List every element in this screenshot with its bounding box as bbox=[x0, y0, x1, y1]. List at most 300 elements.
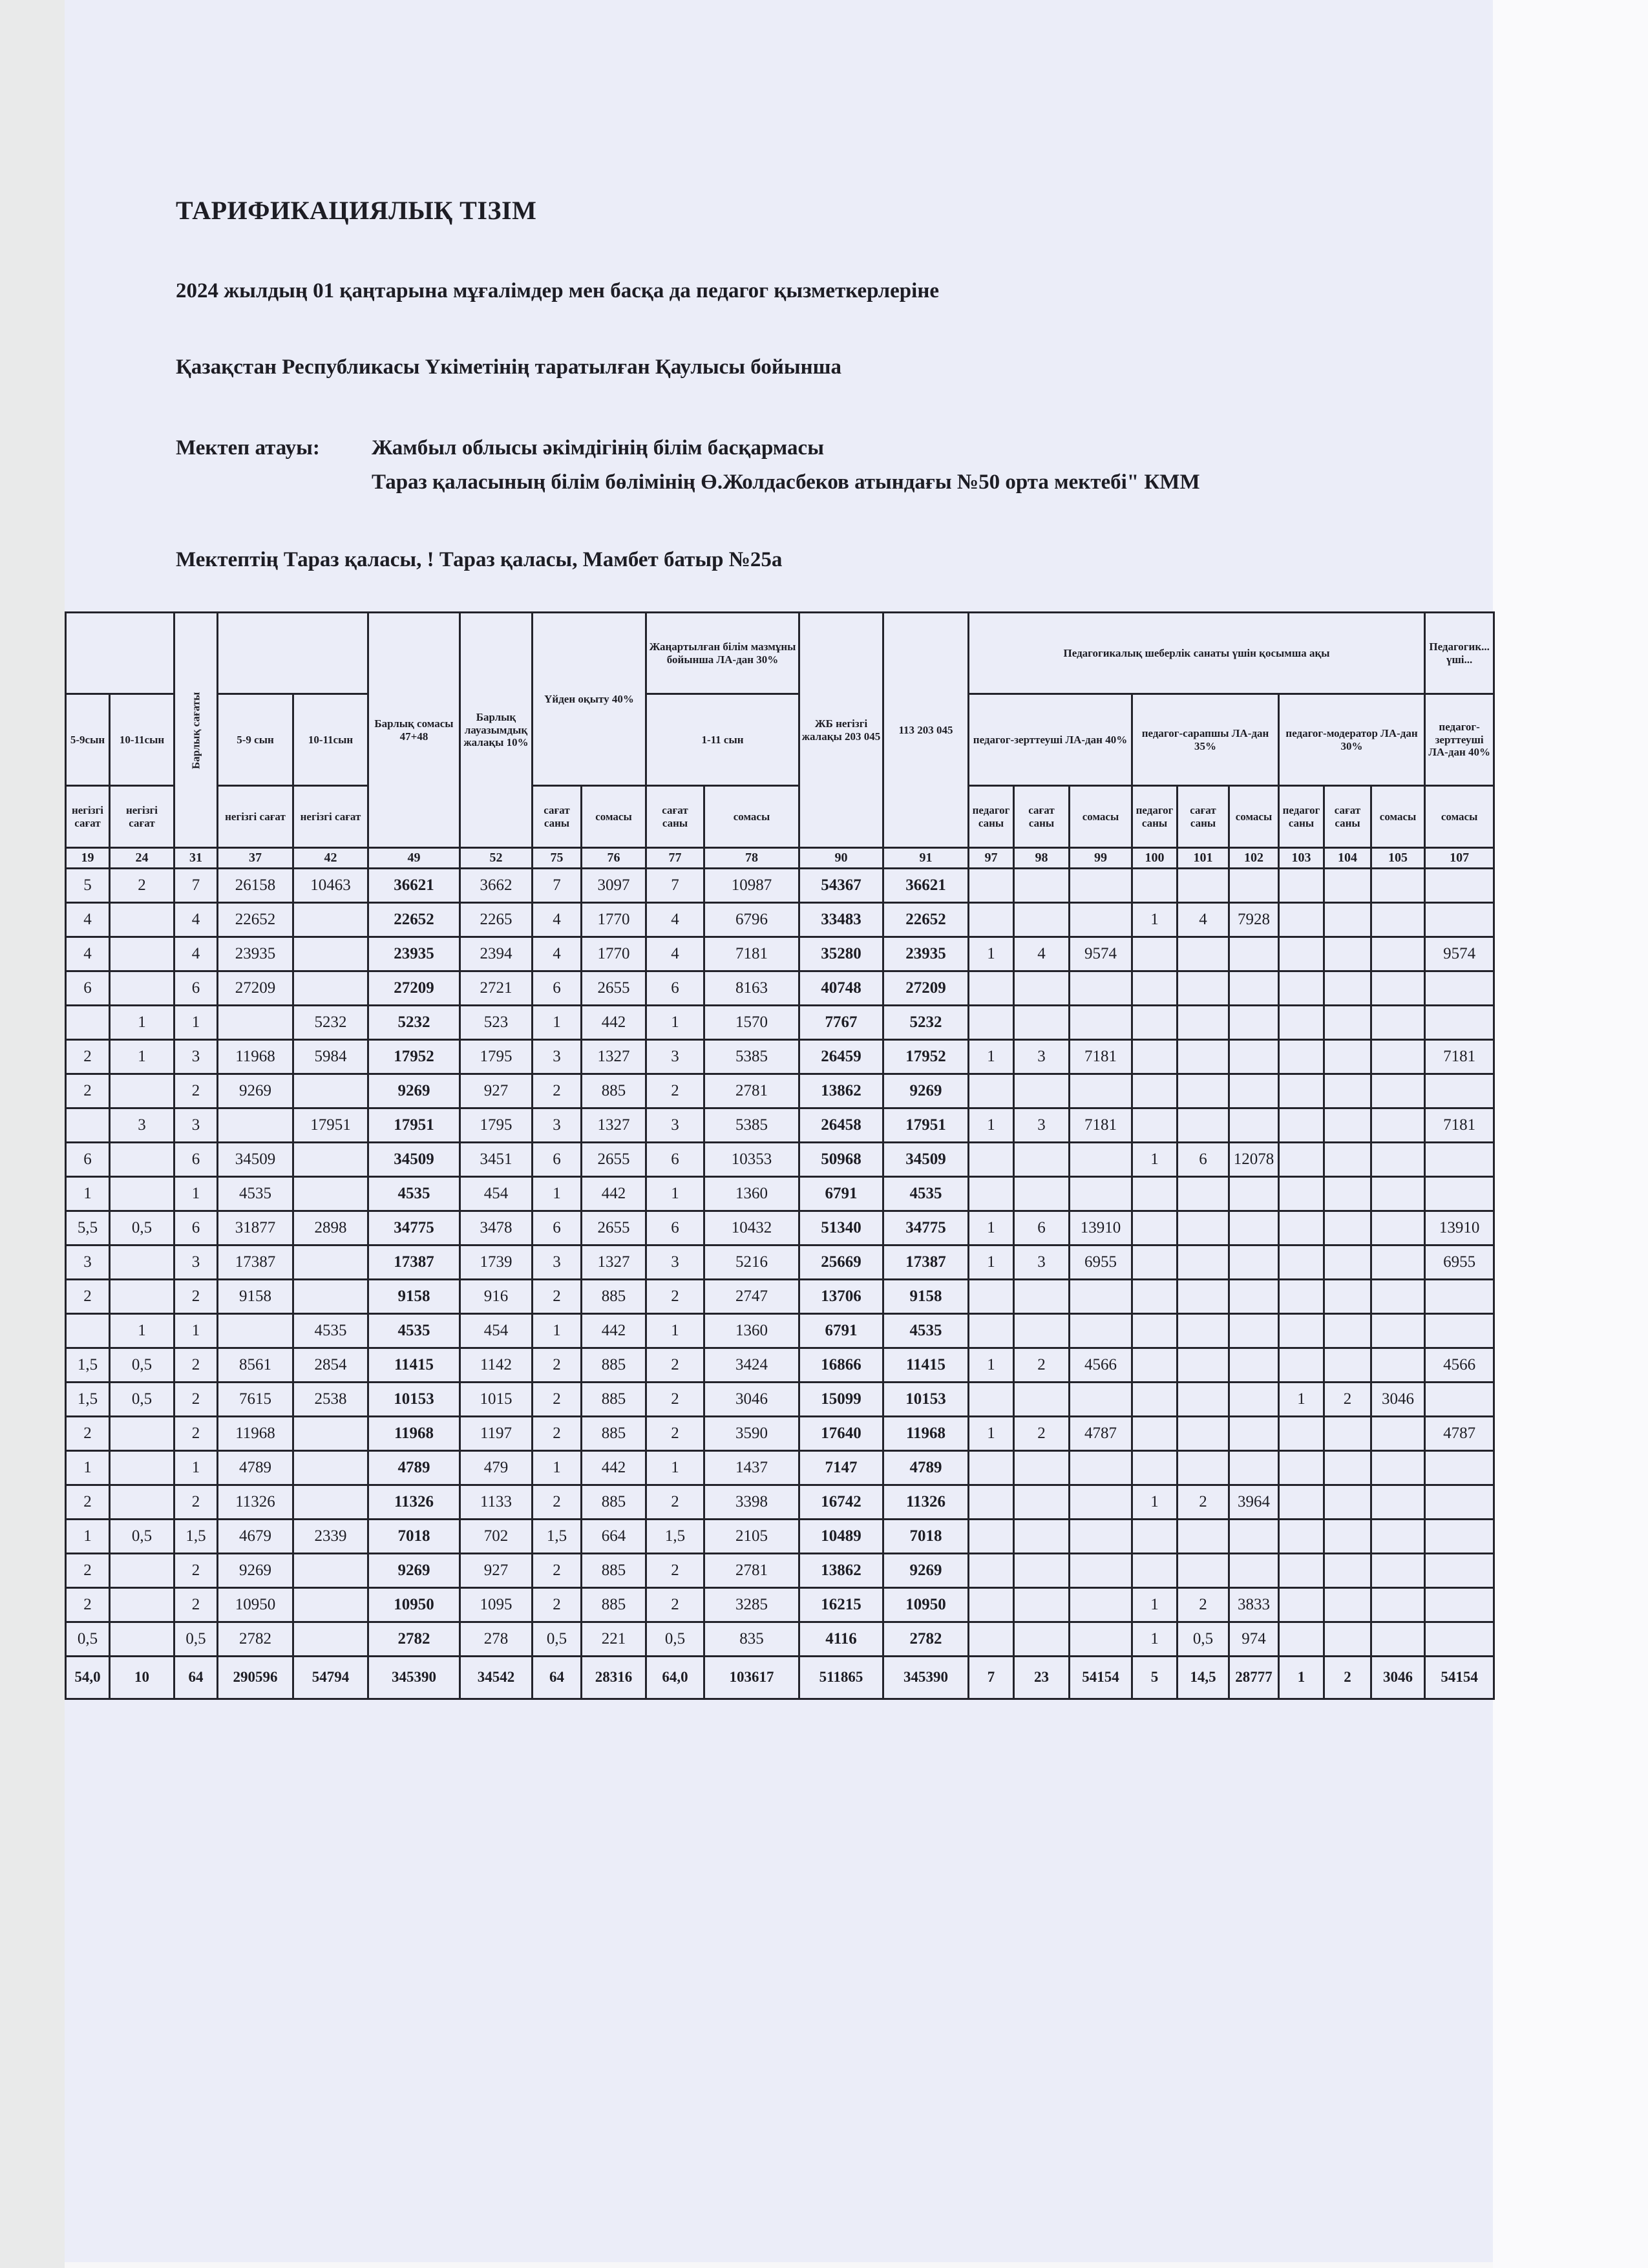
table-row bbox=[66, 1520, 1494, 1554]
table-cell bbox=[1324, 869, 1371, 903]
table-cell bbox=[1324, 1211, 1371, 1245]
total-cell: 5 bbox=[1132, 1657, 1178, 1699]
table-cell bbox=[218, 1108, 293, 1143]
table-cell bbox=[1178, 1177, 1229, 1211]
total-cell: 64 bbox=[174, 1657, 218, 1699]
table-cell bbox=[1229, 1383, 1279, 1417]
table-cell bbox=[1132, 1074, 1178, 1108]
column-number: 101 bbox=[1178, 848, 1229, 869]
table-cell bbox=[969, 1622, 1014, 1657]
header-total-sum: Барлық сомасы 47+48 bbox=[368, 613, 460, 848]
table-cell: 1133 bbox=[460, 1485, 533, 1520]
table-cell bbox=[110, 1485, 174, 1520]
table-cell bbox=[1324, 903, 1371, 937]
table-cell bbox=[969, 971, 1014, 1006]
header-sum: сомасы bbox=[704, 786, 799, 848]
table-cell bbox=[1279, 1108, 1324, 1143]
table-cell bbox=[1178, 1348, 1229, 1383]
table-cell: 7 bbox=[646, 869, 704, 903]
table-cell bbox=[1070, 1485, 1132, 1520]
table-cell: 2105 bbox=[704, 1520, 799, 1554]
table-cell bbox=[1425, 1520, 1494, 1554]
table-cell: 5 bbox=[66, 869, 110, 903]
header-researcher: педагог-зерттеуші ЛА-дан 40% bbox=[969, 694, 1132, 786]
table-cell: 4789 bbox=[218, 1451, 293, 1485]
table-cell: 11326 bbox=[218, 1485, 293, 1520]
table-cell bbox=[1132, 1040, 1178, 1074]
table-cell: 442 bbox=[582, 1006, 646, 1040]
table-cell: 1 bbox=[969, 1040, 1014, 1074]
header-researcher2: педагог-зерттеуші ЛА-дан 40% bbox=[1425, 694, 1494, 786]
document-title: ТАРИФИКАЦИЯЛЫҚ ТІЗІМ bbox=[176, 196, 537, 225]
header-ped-count: педагог саны bbox=[969, 786, 1014, 848]
table-cell bbox=[1425, 1554, 1494, 1588]
table-row bbox=[66, 1417, 1494, 1451]
table-cell bbox=[1371, 869, 1425, 903]
column-number: 102 bbox=[1229, 848, 1279, 869]
table-cell: 4566 bbox=[1425, 1348, 1494, 1383]
header-hours-count: сағат саны bbox=[1014, 786, 1070, 848]
table-cell: 5385 bbox=[704, 1040, 799, 1074]
table-cell: 31877 bbox=[218, 1211, 293, 1245]
table-cell bbox=[110, 1588, 174, 1622]
table-cell: 6 bbox=[533, 971, 582, 1006]
table-cell: 16742 bbox=[799, 1485, 883, 1520]
table-cell bbox=[1425, 1074, 1494, 1108]
table-cell: 10353 bbox=[704, 1143, 799, 1177]
table-row bbox=[66, 1177, 1494, 1211]
table-cell: 2 bbox=[646, 1280, 704, 1314]
table-cell: 1 bbox=[66, 1177, 110, 1211]
table-cell bbox=[1229, 1245, 1279, 1280]
table-cell bbox=[1070, 1074, 1132, 1108]
table-cell bbox=[1279, 1348, 1324, 1383]
table-cell bbox=[1425, 869, 1494, 903]
header-hours-count: сағат саны bbox=[646, 786, 704, 848]
table-cell: 4 bbox=[533, 937, 582, 971]
table-cell bbox=[1279, 1588, 1324, 1622]
table-cell bbox=[1014, 1451, 1070, 1485]
table-cell bbox=[1178, 1417, 1229, 1451]
table-cell bbox=[1279, 1417, 1324, 1451]
table-cell: 1 bbox=[969, 1348, 1014, 1383]
table-cell: 442 bbox=[582, 1177, 646, 1211]
table-cell bbox=[1324, 1177, 1371, 1211]
table-cell bbox=[1132, 1554, 1178, 1588]
table-cell: 1,5 bbox=[533, 1520, 582, 1554]
table-cell: 885 bbox=[582, 1554, 646, 1588]
table-cell bbox=[1425, 1177, 1494, 1211]
scan-right-background bbox=[1493, 0, 1648, 2268]
table-cell bbox=[1132, 1280, 1178, 1314]
table-cell: 34775 bbox=[883, 1211, 969, 1245]
table-cell: 6 bbox=[533, 1211, 582, 1245]
table-cell: 1 bbox=[533, 1006, 582, 1040]
table-cell: 10950 bbox=[368, 1588, 460, 1622]
total-cell: 34542 bbox=[460, 1657, 533, 1699]
table-cell: 17387 bbox=[368, 1245, 460, 1280]
table-cell bbox=[1425, 1383, 1494, 1417]
table-cell bbox=[1178, 1280, 1229, 1314]
table-cell: 2 bbox=[646, 1554, 704, 1588]
table-cell: 2721 bbox=[460, 971, 533, 1006]
table-cell: 16215 bbox=[799, 1588, 883, 1622]
table-cell: 9269 bbox=[218, 1074, 293, 1108]
table-row bbox=[66, 1040, 1494, 1074]
column-number-row bbox=[66, 848, 1494, 869]
table-cell bbox=[1132, 1245, 1178, 1280]
table-cell bbox=[293, 1177, 368, 1211]
table-cell: 9269 bbox=[883, 1554, 969, 1588]
table-cell: 6 bbox=[1014, 1211, 1070, 1245]
table-cell: 916 bbox=[460, 1280, 533, 1314]
table-cell bbox=[1229, 1280, 1279, 1314]
table-cell bbox=[1279, 1177, 1324, 1211]
header-sum: сомасы bbox=[1229, 786, 1279, 848]
table-cell: 4 bbox=[174, 937, 218, 971]
table-cell: 6 bbox=[66, 1143, 110, 1177]
column-number: 77 bbox=[646, 848, 704, 869]
table-cell bbox=[1070, 903, 1132, 937]
table-cell: 9574 bbox=[1070, 937, 1132, 971]
table-cell bbox=[293, 1417, 368, 1451]
column-number: 19 bbox=[66, 848, 110, 869]
table-cell bbox=[1324, 1074, 1371, 1108]
table-cell: 3 bbox=[66, 1245, 110, 1280]
table-cell: 1 bbox=[66, 1520, 110, 1554]
table-cell: 17951 bbox=[368, 1108, 460, 1143]
table-row bbox=[66, 1108, 1494, 1143]
table-cell: 11326 bbox=[368, 1485, 460, 1520]
table-cell: 885 bbox=[582, 1588, 646, 1622]
table-cell: 4 bbox=[533, 903, 582, 937]
table-cell bbox=[1132, 1417, 1178, 1451]
table-cell: 1 bbox=[1279, 1383, 1324, 1417]
table-cell bbox=[218, 1006, 293, 1040]
table-cell: 1,5 bbox=[66, 1383, 110, 1417]
table-cell: 4535 bbox=[218, 1177, 293, 1211]
table-cell: 34509 bbox=[218, 1143, 293, 1177]
table-cell: 4535 bbox=[368, 1314, 460, 1348]
table-cell: 9158 bbox=[883, 1280, 969, 1314]
table-cell: 2655 bbox=[582, 1143, 646, 1177]
table-cell bbox=[1132, 869, 1178, 903]
table-cell bbox=[110, 937, 174, 971]
table-cell bbox=[1132, 1108, 1178, 1143]
column-number: 76 bbox=[582, 848, 646, 869]
table-cell: 3833 bbox=[1229, 1588, 1279, 1622]
table-cell: 6 bbox=[646, 1211, 704, 1245]
table-cell bbox=[293, 1245, 368, 1280]
table-cell: 3478 bbox=[460, 1211, 533, 1245]
table-cell: 3 bbox=[174, 1040, 218, 1074]
table-cell: 1142 bbox=[460, 1348, 533, 1383]
table-cell: 3 bbox=[646, 1040, 704, 1074]
total-cell: 28777 bbox=[1229, 1657, 1279, 1699]
table-cell: 442 bbox=[582, 1451, 646, 1485]
table-cell bbox=[1371, 1040, 1425, 1074]
table-cell bbox=[1279, 1040, 1324, 1074]
table-cell bbox=[1371, 903, 1425, 937]
table-cell bbox=[1371, 1520, 1425, 1554]
table-cell: 40748 bbox=[799, 971, 883, 1006]
total-cell: 54,0 bbox=[66, 1657, 110, 1699]
table-cell: 2781 bbox=[704, 1554, 799, 1588]
table-cell: 3 bbox=[1014, 1108, 1070, 1143]
table-cell bbox=[293, 937, 368, 971]
header-sum: сомасы bbox=[1070, 786, 1132, 848]
header-base-salary: ЖБ негізгі жалақы 203 045 bbox=[799, 613, 883, 848]
table-cell: 0,5 bbox=[110, 1348, 174, 1383]
table-cell: 7181 bbox=[1070, 1108, 1132, 1143]
table-cell: 4 bbox=[646, 903, 704, 937]
table-cell: 7928 bbox=[1229, 903, 1279, 937]
column-number: 91 bbox=[883, 848, 969, 869]
table-cell bbox=[1070, 1314, 1132, 1348]
table-cell bbox=[1178, 1006, 1229, 1040]
table-cell: 2394 bbox=[460, 937, 533, 971]
table-cell bbox=[1371, 937, 1425, 971]
table-cell: 3 bbox=[1014, 1040, 1070, 1074]
table-cell: 13910 bbox=[1425, 1211, 1494, 1245]
table-cell bbox=[1070, 1520, 1132, 1554]
table-cell: 6791 bbox=[799, 1177, 883, 1211]
table-cell: 523 bbox=[460, 1006, 533, 1040]
table-cell: 23935 bbox=[368, 937, 460, 971]
table-cell bbox=[1425, 903, 1494, 937]
table-cell: 2 bbox=[646, 1348, 704, 1383]
table-cell: 927 bbox=[460, 1554, 533, 1588]
table-cell: 1 bbox=[174, 1314, 218, 1348]
header-hours-count: сағат саны bbox=[1178, 786, 1229, 848]
total-cell: 290596 bbox=[218, 1657, 293, 1699]
table-cell: 22652 bbox=[218, 903, 293, 937]
table-cell: 702 bbox=[460, 1520, 533, 1554]
table-cell bbox=[1178, 1108, 1229, 1143]
table-cell bbox=[1279, 1314, 1324, 1348]
table-cell: 11968 bbox=[218, 1040, 293, 1074]
table-cell: 1770 bbox=[582, 937, 646, 971]
table-cell: 26158 bbox=[218, 869, 293, 903]
table-cell: 1 bbox=[969, 937, 1014, 971]
table-cell: 26459 bbox=[799, 1040, 883, 1074]
table-cell: 4789 bbox=[368, 1451, 460, 1485]
table-cell: 4 bbox=[1178, 903, 1229, 937]
table-cell: 1795 bbox=[460, 1108, 533, 1143]
table-cell: 2 bbox=[1324, 1383, 1371, 1417]
table-cell: 2 bbox=[646, 1417, 704, 1451]
table-cell: 1 bbox=[646, 1451, 704, 1485]
table-cell: 1360 bbox=[704, 1314, 799, 1348]
table-row bbox=[66, 1383, 1494, 1417]
table-cell: 221 bbox=[582, 1622, 646, 1657]
table-cell: 0,5 bbox=[646, 1622, 704, 1657]
table-cell: 6 bbox=[1178, 1143, 1229, 1177]
column-number: 78 bbox=[704, 848, 799, 869]
table-cell: 2781 bbox=[704, 1074, 799, 1108]
table-cell: 1 bbox=[110, 1314, 174, 1348]
table-cell: 2265 bbox=[460, 903, 533, 937]
table-cell bbox=[1229, 1040, 1279, 1074]
header-col-113: 113 203 045 bbox=[883, 613, 969, 848]
table-cell bbox=[1178, 1554, 1229, 1588]
table-cell bbox=[1279, 869, 1324, 903]
table-cell: 4535 bbox=[368, 1177, 460, 1211]
header-ped-cut: Педагогик... үші... bbox=[1425, 613, 1494, 694]
table-cell: 36621 bbox=[883, 869, 969, 903]
table-cell bbox=[1371, 1314, 1425, 1348]
table-cell: 2854 bbox=[293, 1348, 368, 1383]
table-row bbox=[66, 1006, 1494, 1040]
table-cell bbox=[1425, 971, 1494, 1006]
header-grp2-10-11: 10-11сын bbox=[293, 694, 368, 786]
table-cell bbox=[1371, 1485, 1425, 1520]
table-cell: 2 bbox=[66, 1588, 110, 1622]
column-number: 42 bbox=[293, 848, 368, 869]
table-cell bbox=[1014, 869, 1070, 903]
table-cell bbox=[1132, 1006, 1178, 1040]
table-cell: 1,5 bbox=[66, 1348, 110, 1383]
table-cell: 6 bbox=[646, 971, 704, 1006]
table-cell: 1739 bbox=[460, 1245, 533, 1280]
column-number: 97 bbox=[969, 848, 1014, 869]
table-body bbox=[66, 848, 1494, 1699]
table-cell: 34509 bbox=[883, 1143, 969, 1177]
table-cell: 2 bbox=[174, 1280, 218, 1314]
header-base-hours: негізгі сағат bbox=[293, 786, 368, 848]
table-cell: 2 bbox=[1178, 1485, 1229, 1520]
table-cell: 885 bbox=[582, 1348, 646, 1383]
table-cell: 1095 bbox=[460, 1588, 533, 1622]
table-cell: 1197 bbox=[460, 1417, 533, 1451]
total-cell: 23 bbox=[1014, 1657, 1070, 1699]
table-cell: 885 bbox=[582, 1280, 646, 1314]
total-cell: 345390 bbox=[883, 1657, 969, 1699]
table-cell bbox=[1425, 1006, 1494, 1040]
header-home-teaching: Үйден оқыту 40% bbox=[533, 613, 646, 786]
table-cell bbox=[1371, 971, 1425, 1006]
table-cell: 11968 bbox=[883, 1417, 969, 1451]
table-cell bbox=[1324, 1314, 1371, 1348]
table-cell bbox=[1229, 1108, 1279, 1143]
table-cell bbox=[1229, 971, 1279, 1006]
table-cell: 15099 bbox=[799, 1383, 883, 1417]
table-cell: 22652 bbox=[368, 903, 460, 937]
table-cell bbox=[66, 1108, 110, 1143]
table-cell: 2898 bbox=[293, 1211, 368, 1245]
table-cell: 17951 bbox=[883, 1108, 969, 1143]
table-cell: 3964 bbox=[1229, 1485, 1279, 1520]
table-cell bbox=[110, 1417, 174, 1451]
table-cell: 1 bbox=[969, 1211, 1014, 1245]
table-row bbox=[66, 1485, 1494, 1520]
table-cell: 2 bbox=[66, 1074, 110, 1108]
table-cell bbox=[1070, 1622, 1132, 1657]
table-cell: 3451 bbox=[460, 1143, 533, 1177]
table-cell: 3590 bbox=[704, 1417, 799, 1451]
table-cell: 22652 bbox=[883, 903, 969, 937]
table-cell bbox=[1014, 1143, 1070, 1177]
table-cell: 10950 bbox=[883, 1588, 969, 1622]
total-cell: 14,5 bbox=[1178, 1657, 1229, 1699]
header-expert: педагог-сарапшы ЛА-дан 35% bbox=[1132, 694, 1279, 786]
table-cell bbox=[969, 1554, 1014, 1588]
table-cell bbox=[1279, 1554, 1324, 1588]
table-cell: 835 bbox=[704, 1622, 799, 1657]
table-cell: 2 bbox=[1178, 1588, 1229, 1622]
table-cell bbox=[1229, 1074, 1279, 1108]
table-cell bbox=[1371, 1417, 1425, 1451]
total-cell: 345390 bbox=[368, 1657, 460, 1699]
table-cell bbox=[1178, 1211, 1229, 1245]
table-cell: 9158 bbox=[368, 1280, 460, 1314]
table-cell: 2782 bbox=[218, 1622, 293, 1657]
table-cell bbox=[293, 1485, 368, 1520]
table-cell: 17951 bbox=[293, 1108, 368, 1143]
table-cell: 34775 bbox=[368, 1211, 460, 1245]
table-cell: 664 bbox=[582, 1520, 646, 1554]
table-cell bbox=[293, 1588, 368, 1622]
school-name-line1: Жамбыл облысы әкімдігінің білім басқармасы bbox=[372, 436, 824, 460]
table-cell: 6 bbox=[174, 971, 218, 1006]
table-cell bbox=[969, 1177, 1014, 1211]
table-cell: 2 bbox=[174, 1554, 218, 1588]
table-cell: 23935 bbox=[883, 937, 969, 971]
table-cell bbox=[1425, 1485, 1494, 1520]
table-cell bbox=[1279, 1280, 1324, 1314]
column-number: 99 bbox=[1070, 848, 1132, 869]
table-cell: 9574 bbox=[1425, 937, 1494, 971]
table-cell: 454 bbox=[460, 1177, 533, 1211]
table-cell: 0,5 bbox=[110, 1383, 174, 1417]
table-cell bbox=[1324, 1588, 1371, 1622]
table-cell bbox=[1014, 1554, 1070, 1588]
table-cell bbox=[1229, 1314, 1279, 1348]
table-cell bbox=[1371, 1588, 1425, 1622]
table-cell bbox=[1279, 1211, 1324, 1245]
header-grades-1-11: 1-11 сын bbox=[646, 694, 799, 786]
table-cell: 927 bbox=[460, 1074, 533, 1108]
table-row bbox=[66, 1245, 1494, 1280]
table-cell bbox=[110, 1074, 174, 1108]
table-cell bbox=[1229, 1211, 1279, 1245]
table-cell: 885 bbox=[582, 1074, 646, 1108]
table-cell: 4787 bbox=[1425, 1417, 1494, 1451]
table-cell: 2 bbox=[174, 1348, 218, 1383]
table-cell bbox=[969, 869, 1014, 903]
table-cell: 36621 bbox=[368, 869, 460, 903]
header-base-hours: негізгі сағат bbox=[110, 786, 174, 848]
table-cell: 6955 bbox=[1425, 1245, 1494, 1280]
table-cell: 2 bbox=[66, 1417, 110, 1451]
table-cell: 5216 bbox=[704, 1245, 799, 1280]
table-cell: 0,5 bbox=[110, 1211, 174, 1245]
table-cell bbox=[1324, 1348, 1371, 1383]
table-cell: 2 bbox=[66, 1280, 110, 1314]
header-position-salary: Барлық лауазымдық жалақы 10% bbox=[460, 613, 533, 848]
table-row bbox=[66, 1622, 1494, 1657]
table-cell bbox=[1324, 1280, 1371, 1314]
table-cell: 23935 bbox=[218, 937, 293, 971]
table-cell bbox=[1014, 1280, 1070, 1314]
table-cell bbox=[1132, 1348, 1178, 1383]
table-row bbox=[66, 1211, 1494, 1245]
table-cell: 2 bbox=[66, 1485, 110, 1520]
table-row bbox=[66, 869, 1494, 903]
table-cell bbox=[1279, 1451, 1324, 1485]
header-ped-count: педагог саны bbox=[1279, 786, 1324, 848]
table-cell: 1 bbox=[533, 1314, 582, 1348]
